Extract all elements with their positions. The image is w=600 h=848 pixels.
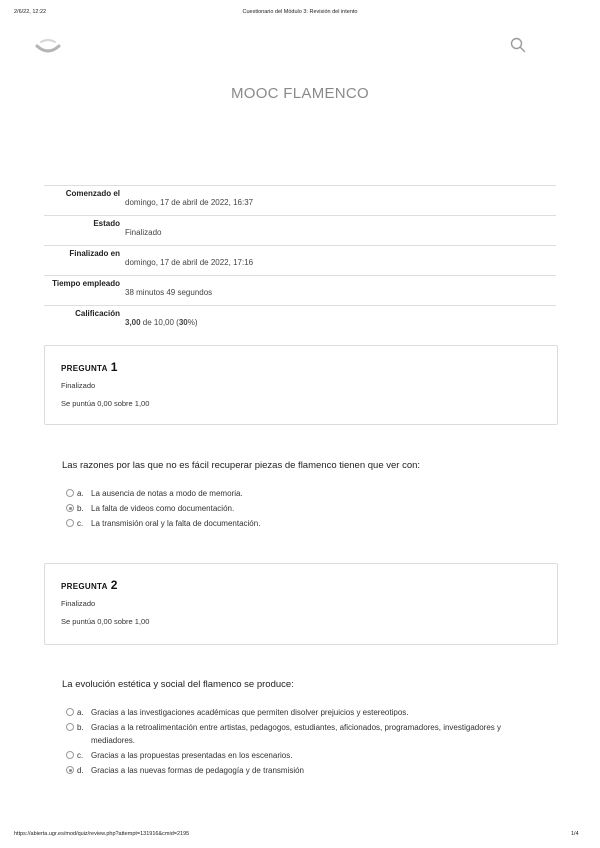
summary-label: Estado: [93, 219, 120, 228]
question-label: PREGUNTA: [61, 364, 108, 373]
site-logo[interactable]: [34, 34, 62, 56]
option-text: La ausencia de notas a modo de memoria.: [91, 489, 243, 498]
option-text: La falta de videos como documentación.: [91, 504, 235, 513]
option-text: Gracias a las investigaciones académicas que permiten disolver prejuicios y estereotipos.: [91, 708, 409, 717]
summary-value: 38 minutos 49 segundos: [125, 288, 213, 297]
summary-value: domingo, 17 de abril de 2022, 17:16: [125, 258, 254, 267]
grade-percent: 30: [178, 318, 188, 327]
summary-row-grade: [44, 305, 556, 336]
option-text: Gracias a las nuevas formas de pedagogía y de transmisión: [91, 766, 305, 775]
summary-row-state: [44, 215, 556, 246]
option-letter: b.: [77, 504, 84, 513]
option-letter: d.: [77, 766, 84, 775]
radio-button[interactable]: [66, 751, 74, 759]
question-text: La evolución estética y social del flamenco se produce:: [62, 679, 294, 690]
summary-label: Tiempo empleado: [52, 279, 120, 288]
print-date: 2/6/22, 12:22: [14, 9, 47, 15]
course-title[interactable]: MOOC FLAMENCO: [230, 85, 370, 102]
grade-end: %): [187, 318, 198, 327]
search-icon[interactable]: [510, 37, 526, 53]
print-doc-title: Cuestionario del Módulo 3: Revisión del intento: [242, 9, 358, 15]
question-number: 2: [110, 578, 118, 592]
radio-button-selected[interactable]: [66, 766, 74, 774]
summary-label: Finalizado en: [69, 249, 120, 258]
option-text: La transmisión oral y la falta de documentación.: [91, 519, 261, 528]
grade-score: 3,00: [125, 318, 141, 327]
option-letter: b.: [77, 723, 84, 732]
summary-label: Calificación: [75, 309, 120, 318]
question-title: [61, 360, 118, 374]
summary-label: Comenzado el: [65, 189, 120, 198]
radio-button[interactable]: [66, 708, 74, 716]
option-letter: a.: [77, 489, 84, 498]
summary-value: domingo, 17 de abril de 2022, 16:37: [125, 198, 254, 207]
question-mark: Se puntúa 0,00 sobre 1,00: [61, 617, 150, 626]
grade-value: [125, 318, 198, 327]
option-letter: c.: [77, 751, 84, 760]
question-title: [61, 578, 118, 592]
grade-mid: de 10,00 (: [140, 318, 179, 327]
summary-row-time: [44, 275, 556, 306]
option-letter: c.: [77, 519, 84, 528]
option-letter: a.: [77, 708, 84, 717]
question-info-card: [44, 563, 558, 645]
option-text: Gracias a la retroalimentación entre artistas, pedagogos, estudiantes, aficionados, programadores, investigadores y mediadores.: [91, 723, 502, 745]
summary-row-finished: [44, 245, 556, 276]
summary-value: Finalizado: [125, 228, 162, 237]
print-url: https://abierta.ugr.es/mod/quiz/review.php?attempt=131916&cmid=2195: [14, 831, 190, 837]
question-info-card: [44, 345, 558, 425]
question-label: PREGUNTA: [61, 582, 108, 591]
radio-button[interactable]: [66, 519, 74, 527]
question-mark: Se puntúa 0,00 sobre 1,00: [61, 399, 150, 408]
print-page-number: 1/4: [571, 831, 579, 837]
radio-button[interactable]: [66, 723, 74, 731]
question-state: Finalizado: [61, 381, 96, 390]
question-number: 1: [110, 360, 118, 374]
summary-row-started: [44, 185, 556, 216]
option-text: Gracias a las propuestas presentadas en los escenarios.: [91, 751, 293, 760]
radio-button-selected[interactable]: [66, 504, 74, 512]
question-text: Las razones por las que no es fácil recuperar piezas de flamenco tienen que ver con:: [62, 460, 421, 471]
question-state: Finalizado: [61, 599, 96, 608]
radio-button[interactable]: [66, 489, 74, 497]
